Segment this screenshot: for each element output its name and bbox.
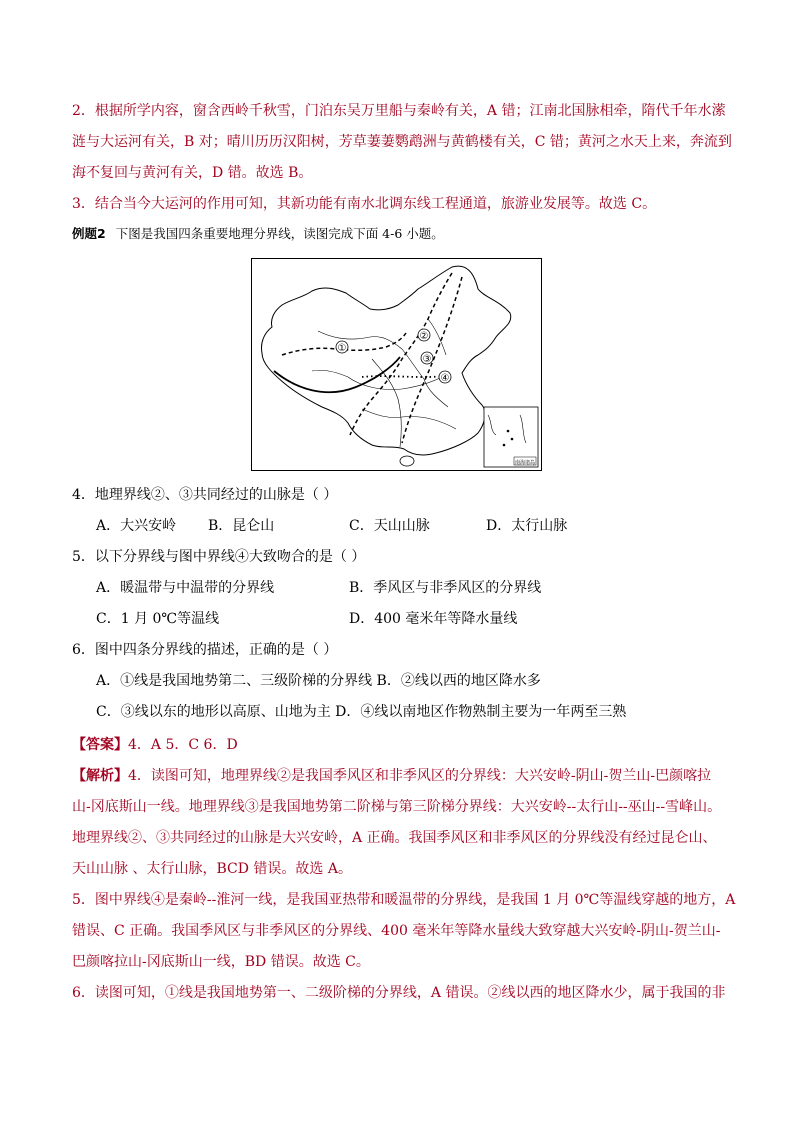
analysis-line-8: 6．读图可知，①线是我国地势第一、二级阶梯的分界线，A 错误。②线以西的地区降水少，属于我国的非 bbox=[72, 985, 726, 1001]
explanation-2-line-1: 2．根据所学内容，窗含西岭千秋雪，门泊东吴万里船与秦岭有关，A 错；江南北国脉相牵，隋代千年水潆 bbox=[72, 103, 726, 119]
q5-option-b: B．季风区与非季风区的分界线 bbox=[349, 580, 542, 596]
analysis-line-6: 错误、C 正确。我国季风区与非季风区的分界线、400 毫米年等降水量线大致穿越大兴安岭-阴山-贺兰山- bbox=[72, 923, 721, 939]
analysis-line-4: 天山山脉 、太行山脉，BCD 错误。故选 A。 bbox=[72, 861, 352, 877]
analysis-text-1: 4．读图可知，地理界线②是我国季风区和非季风区的分界线：大兴安岭-阴山-贺兰山-巴颜喀拉 bbox=[128, 768, 712, 784]
analysis-line-2: 山-冈底斯山一线。地理界线③是我国地势第二阶梯与第三阶梯分界线：大兴安岭--太行山--巫山--雪峰山。 bbox=[72, 799, 722, 815]
example-heading bbox=[72, 224, 444, 244]
q4-option-b: B．昆仑山 bbox=[208, 518, 275, 534]
answer-line bbox=[72, 730, 732, 761]
analysis-line-5: 5．图中界线④是秦岭--淮河一线，是我国亚热带和暖温带的分界线，是我国 1 月 0℃等温线穿越的地方，A bbox=[72, 892, 736, 908]
q5-option-c: C．1 月 0℃等温线 bbox=[96, 611, 220, 627]
q4-option-c: C．天山山脉 bbox=[349, 518, 430, 534]
marker-4: ④ bbox=[440, 373, 450, 384]
marker-3: ③ bbox=[422, 354, 432, 365]
q4-stem: 4．地理界线②、③共同经过的山脉是（ ） bbox=[72, 487, 338, 503]
q6-options-cd: C．③线以东的地形以高原、山地为主 D．④线以南地区作物熟制主要为一年两至三熟 bbox=[96, 704, 627, 720]
hainan-island bbox=[400, 456, 414, 466]
explanation-2-line-3: 海不复回与黄河有关，D 错。故选 B。 bbox=[72, 165, 313, 181]
marker-2: ② bbox=[419, 331, 429, 342]
answer-label: 【答案】 bbox=[72, 737, 128, 753]
marker-1: ① bbox=[337, 343, 347, 354]
line-1-solid bbox=[274, 357, 400, 392]
q6-options-ab: A．①线是我国地势第二、三级阶梯的分界线 B．②线以西的地区降水多 bbox=[96, 673, 541, 689]
q4-option-d: D．太行山脉 bbox=[486, 518, 568, 534]
example-label: 例题2 bbox=[72, 226, 106, 241]
example-text: 下图是我国四条重要地理分界线，读图完成下面 4-6 小题。 bbox=[115, 226, 444, 241]
analysis-line-1 bbox=[72, 761, 732, 792]
q5-option-d: D．400 毫米年等降水量线 bbox=[349, 611, 518, 627]
china-boundary-map bbox=[251, 258, 542, 471]
q6-stem: 6．图中四条分界线的描述，正确的是（ ） bbox=[72, 642, 338, 658]
q5-option-a: A．暖温带与中温带的分界线 bbox=[96, 580, 275, 596]
inset-label: 南海诸岛 bbox=[514, 460, 536, 466]
explanation-2-line-2: 涟与大运河有关，B 对；晴川历历汉阳树，芳草萋萋鹦鹉洲与黄鹤楼有关，C 错；黄河之水天上来，奔流到 bbox=[72, 134, 732, 150]
china-outline bbox=[261, 266, 510, 455]
line-4-dotted bbox=[362, 375, 446, 377]
answer-text: 4．A 5．C 6．D bbox=[128, 737, 238, 753]
analysis-line-7: 巴颜喀拉山-冈底斯山一线，BD 错误。故选 C。 bbox=[72, 954, 370, 970]
q4-option-a: A．大兴安岭 bbox=[96, 518, 177, 534]
map-drawing bbox=[252, 259, 541, 470]
q5-stem: 5．以下分界线与图中界线④大致吻合的是（ ） bbox=[72, 549, 366, 565]
analysis-label: 【解析】 bbox=[72, 768, 128, 784]
explanation-3: 3．结合当今大运河的作用可知，其新功能有南水北调东线工程通道，旅游业发展等。故选 C。 bbox=[72, 196, 657, 212]
analysis-line-3: 地理界线②、③共同经过的山脉是大兴安岭，A 正确。我国季风区和非季风区的分界线没有经过昆仑山、 bbox=[72, 830, 717, 846]
